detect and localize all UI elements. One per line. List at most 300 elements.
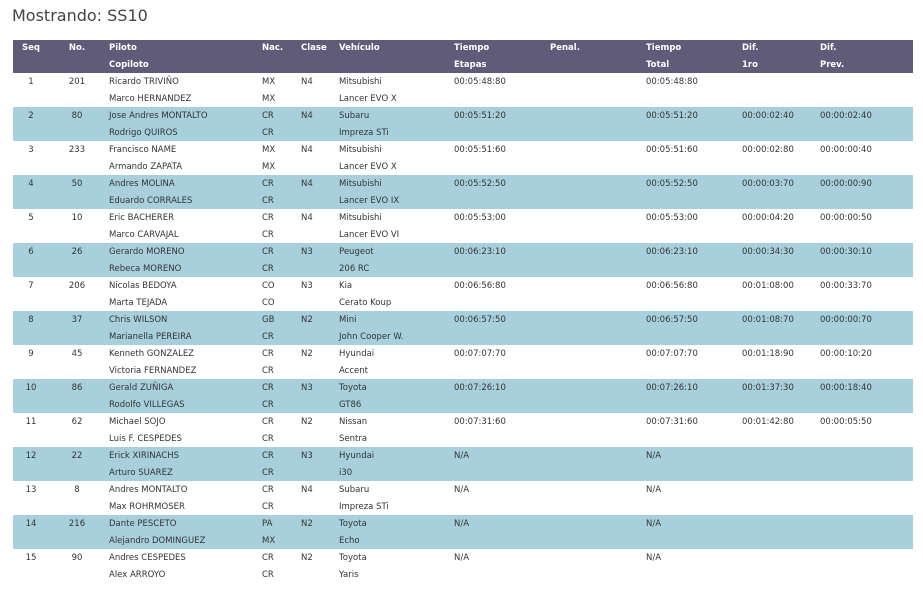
- cell-nac1: MX: [262, 76, 276, 87]
- cell-penal: [546, 345, 642, 362]
- cell-nac2: CR: [258, 124, 297, 141]
- cell-piloto: Nicolas BEDOYA: [109, 280, 177, 291]
- cell-empty: [546, 192, 642, 209]
- cell-empty: [297, 430, 335, 447]
- cell-penal: [546, 107, 642, 124]
- cell-dif1: 00:00:02:80: [742, 144, 794, 155]
- cell-difp: 00:00:10:20: [820, 348, 872, 359]
- cell-seq: 12: [13, 447, 49, 464]
- header-seq-line2: [13, 56, 49, 73]
- cell-nac2: MX: [262, 93, 276, 104]
- cell-seq: 13: [25, 484, 37, 495]
- cell-clase: N2: [301, 348, 313, 359]
- header-nac-line2: [258, 56, 297, 73]
- header-penal-line2: [546, 56, 642, 73]
- cell-empty: [738, 90, 816, 107]
- cell-piloto: Andres MONTALTO: [109, 484, 188, 495]
- cell-empty: [49, 532, 105, 549]
- cell-empty: [816, 226, 913, 243]
- header-dif-prev: Dif.: [820, 43, 837, 53]
- cell-nac2: CR: [258, 328, 297, 345]
- cell-piloto: Ricardo TRIVIÑO: [109, 76, 179, 87]
- cell-empty: [642, 192, 738, 209]
- cell-empty: [297, 396, 335, 413]
- cell-empty: [546, 396, 642, 413]
- cell-empty: [816, 396, 913, 413]
- cell-no: 90: [71, 552, 83, 563]
- cell-dif1: [738, 481, 816, 498]
- cell-nac1: CR: [262, 212, 274, 223]
- cell-nac1: GB: [258, 311, 297, 328]
- cell-nac2: CR: [258, 464, 297, 481]
- cell-copiloto: Eduardo CORRALES: [105, 192, 258, 209]
- cell-empty: [297, 464, 335, 481]
- table-row: [13, 107, 913, 124]
- table-row: [13, 447, 913, 464]
- cell-empty: [49, 498, 105, 515]
- cell-piloto: Kenneth GONZALEZ: [109, 348, 195, 359]
- table-row: [13, 328, 913, 345]
- cell-difp: 00:00:00:50: [820, 212, 872, 223]
- header-vehiculo-line2: [335, 56, 450, 73]
- cell-empty: [738, 362, 816, 379]
- cell-seq: 15: [25, 552, 37, 563]
- cell-marca: Mitsubishi: [339, 144, 382, 155]
- cell-total: N/A: [642, 515, 738, 532]
- cell-empty: [642, 158, 738, 175]
- cell-empty: [450, 260, 546, 277]
- cell-difp: 00:00:33:70: [820, 280, 872, 291]
- cell-seq: 1: [28, 76, 34, 87]
- cell-empty: [642, 566, 738, 583]
- cell-penal: [546, 311, 642, 328]
- cell-copiloto: Rebeca MORENO: [105, 260, 258, 277]
- cell-dif1: 00:01:42:80: [742, 416, 794, 427]
- cell-empty: [297, 498, 335, 515]
- cell-etapas: 00:05:51:20: [450, 107, 546, 124]
- cell-no: 86: [49, 379, 105, 396]
- cell-penal: [546, 481, 642, 498]
- cell-seq: 9: [28, 348, 34, 359]
- cell-modelo: Impreza STi: [335, 124, 450, 141]
- table-row: [13, 192, 913, 209]
- cell-total: 00:05:51:20: [642, 107, 738, 124]
- cell-piloto: Andres MOLINA: [105, 175, 258, 192]
- cell-empty: [297, 226, 335, 243]
- cell-dif1: 00:00:04:20: [742, 212, 794, 223]
- cell-etapas: N/A: [450, 515, 546, 532]
- cell-nac1: CR: [258, 243, 297, 260]
- cell-empty: [816, 464, 913, 481]
- cell-copiloto: Marco CARVAJAL: [109, 229, 179, 240]
- cell-empty: [49, 158, 105, 175]
- cell-copiloto: Alex ARROYO: [109, 569, 166, 580]
- cell-nac1: CR: [262, 552, 274, 563]
- table-row: [13, 73, 913, 90]
- cell-clase: N4: [301, 212, 313, 223]
- cell-empty: [49, 362, 105, 379]
- cell-total: 00:05:53:00: [646, 212, 698, 223]
- header-no-line2: [49, 56, 105, 73]
- cell-clase: N2: [297, 311, 335, 328]
- cell-empty: [816, 498, 913, 515]
- cell-difp: 00:00:05:50: [820, 416, 872, 427]
- cell-empty: [642, 464, 738, 481]
- cell-empty: [546, 532, 642, 549]
- cell-empty: [816, 294, 913, 311]
- cell-empty: [13, 226, 49, 243]
- cell-clase: N2: [301, 552, 313, 563]
- results-table: [13, 40, 913, 583]
- header-piloto: Piloto: [109, 43, 137, 53]
- cell-marca: Mini: [335, 311, 450, 328]
- cell-clase: N4: [301, 484, 313, 495]
- cell-empty: [642, 430, 738, 447]
- table-row: [13, 362, 913, 379]
- cell-modelo: Yaris: [339, 569, 359, 580]
- cell-empty: [13, 158, 49, 175]
- table-row: [13, 413, 913, 430]
- cell-total: 00:06:57:50: [642, 311, 738, 328]
- table-row: [13, 464, 913, 481]
- cell-empty: [13, 260, 49, 277]
- cell-clase: N2: [297, 515, 335, 532]
- cell-marca: Hyundai: [339, 348, 375, 359]
- cell-empty: [297, 192, 335, 209]
- cell-empty: [816, 362, 913, 379]
- cell-empty: [816, 158, 913, 175]
- cell-penal: [546, 209, 642, 226]
- cell-empty: [642, 362, 738, 379]
- cell-empty: [13, 566, 49, 583]
- cell-empty: [49, 566, 105, 583]
- cell-empty: [49, 124, 105, 141]
- cell-empty: [546, 226, 642, 243]
- cell-total: N/A: [646, 552, 662, 563]
- cell-empty: [297, 362, 335, 379]
- cell-total: N/A: [646, 484, 662, 495]
- cell-etapas: 00:06:23:10: [450, 243, 546, 260]
- cell-empty: [546, 328, 642, 345]
- header-nac: Nac.: [262, 43, 284, 53]
- cell-no: 233: [68, 144, 86, 155]
- header-vehiculo: Vehículo: [339, 43, 380, 53]
- table-row: [13, 124, 913, 141]
- cell-copiloto: Armando ZAPATA: [109, 161, 183, 172]
- cell-piloto: Andres CESPEDES: [109, 552, 186, 563]
- cell-empty: [450, 430, 546, 447]
- table-row: [13, 379, 913, 396]
- table-row: [13, 515, 913, 532]
- cell-empty: [546, 464, 642, 481]
- cell-dif1: 00:01:18:90: [742, 348, 794, 359]
- header-seq: Seq: [22, 43, 40, 53]
- cell-total: 00:05:51:60: [646, 144, 698, 155]
- cell-etapas: 00:07:26:10: [450, 379, 546, 396]
- cell-empty: [450, 464, 546, 481]
- cell-empty: [738, 124, 816, 141]
- cell-empty: [546, 430, 642, 447]
- cell-difp: 00:00:00:40: [820, 144, 872, 155]
- cell-empty: [297, 328, 335, 345]
- cell-marca: Toyota: [339, 552, 367, 563]
- cell-empty: [546, 90, 642, 107]
- cell-nac2: CR: [258, 396, 297, 413]
- cell-piloto: Gerardo MORENO: [105, 243, 258, 260]
- header-tiempo-etapas: Tiempo: [454, 43, 490, 53]
- cell-no: 50: [49, 175, 105, 192]
- cell-clase: N3: [297, 243, 335, 260]
- cell-nac1: CR: [262, 348, 274, 359]
- cell-piloto: Erick XIRINACHS: [105, 447, 258, 464]
- cell-empty: [450, 294, 546, 311]
- cell-modelo: Sentra: [339, 433, 368, 444]
- cell-seq: 2: [13, 107, 49, 124]
- cell-no: 80: [49, 107, 105, 124]
- cell-copiloto: Victoria FERNANDEZ: [109, 365, 197, 376]
- cell-dif1: [738, 549, 816, 566]
- cell-copiloto: Marta TEJADA: [109, 297, 168, 308]
- cell-etapas: 00:05:51:60: [454, 144, 506, 155]
- cell-total: 00:06:56:80: [646, 280, 698, 291]
- cell-nac2: CR: [258, 192, 297, 209]
- cell-empty: [450, 90, 546, 107]
- table-row: [13, 430, 913, 447]
- table-row: [13, 158, 913, 175]
- cell-empty: [13, 294, 49, 311]
- cell-empty: [49, 226, 105, 243]
- cell-marca: Hyundai: [335, 447, 450, 464]
- cell-empty: [546, 362, 642, 379]
- cell-nac2: CR: [262, 569, 274, 580]
- cell-empty: [297, 124, 335, 141]
- cell-nac2: CR: [262, 501, 274, 512]
- cell-penal: [546, 243, 642, 260]
- cell-empty: [816, 566, 913, 583]
- table-row: [13, 90, 913, 107]
- header-no: No.: [68, 43, 86, 53]
- cell-penal: [546, 413, 642, 430]
- cell-seq: 6: [13, 243, 49, 260]
- cell-difp: [816, 73, 913, 90]
- cell-empty: [13, 430, 49, 447]
- cell-total: 00:05:52:50: [642, 175, 738, 192]
- header-dif-prev-line2: Prev.: [820, 59, 845, 70]
- table-row: [13, 209, 913, 226]
- cell-nac2: CR: [262, 229, 274, 240]
- cell-nac1: PA: [258, 515, 297, 532]
- cell-modelo: Echo: [335, 532, 450, 549]
- cell-empty: [816, 430, 913, 447]
- cell-empty: [49, 328, 105, 345]
- cell-empty: [738, 260, 816, 277]
- header-dif-1ro-line2: 1ro: [742, 59, 758, 70]
- header-piloto-line2: Copiloto: [109, 59, 149, 70]
- cell-copiloto: Alejandro DOMINGUEZ: [105, 532, 258, 549]
- cell-empty: [816, 124, 913, 141]
- cell-clase: N4: [297, 107, 335, 124]
- cell-etapas: 00:05:48:80: [454, 76, 506, 87]
- cell-dif1: 00:00:02:40: [738, 107, 816, 124]
- cell-empty: [546, 294, 642, 311]
- cell-no: 37: [49, 311, 105, 328]
- cell-no: 62: [71, 416, 83, 427]
- cell-empty: [13, 328, 49, 345]
- cell-empty: [49, 396, 105, 413]
- cell-copiloto: Rodolfo VILLEGAS: [105, 396, 258, 413]
- cell-empty: [450, 192, 546, 209]
- cell-marca: Kia: [339, 280, 353, 291]
- cell-nac1: CO: [262, 280, 275, 291]
- cell-empty: [738, 464, 816, 481]
- table-row: [13, 498, 913, 515]
- cell-marca: Nissan: [339, 416, 368, 427]
- cell-empty: [49, 260, 105, 277]
- cell-dif1: 00:01:08:70: [738, 311, 816, 328]
- cell-etapas: 00:05:52:50: [450, 175, 546, 192]
- cell-no: 22: [49, 447, 105, 464]
- cell-empty: [450, 158, 546, 175]
- cell-nac2: CR: [262, 433, 274, 444]
- cell-clase: N4: [301, 76, 313, 87]
- cell-nac2: CR: [258, 260, 297, 277]
- cell-difp: 00:00:30:10: [816, 243, 913, 260]
- cell-empty: [297, 260, 335, 277]
- cell-modelo: Lancer EVO VI: [339, 229, 400, 240]
- cell-nac1: CR: [262, 416, 274, 427]
- cell-empty: [450, 532, 546, 549]
- cell-empty: [450, 226, 546, 243]
- table-row: [13, 566, 913, 583]
- cell-total: 00:07:31:60: [646, 416, 698, 427]
- cell-empty: [297, 158, 335, 175]
- cell-no: 8: [74, 484, 80, 495]
- cell-clase: N4: [297, 175, 335, 192]
- cell-clase: N4: [301, 144, 313, 155]
- cell-etapas: 00:07:31:60: [454, 416, 506, 427]
- cell-empty: [738, 158, 816, 175]
- table-row: [13, 243, 913, 260]
- cell-total: 00:07:26:10: [642, 379, 738, 396]
- cell-modelo: Lancer EVO X: [339, 93, 397, 104]
- table-row: [13, 345, 913, 362]
- cell-marca: Toyota: [335, 379, 450, 396]
- cell-seq: 11: [25, 416, 37, 427]
- cell-seq: 8: [13, 311, 49, 328]
- cell-nac1: CR: [258, 379, 297, 396]
- cell-empty: [450, 396, 546, 413]
- cell-etapas: 00:07:07:70: [454, 348, 506, 359]
- cell-difp: [816, 515, 913, 532]
- header-clase: Clase: [301, 43, 327, 53]
- table-row: [13, 260, 913, 277]
- cell-empty: [642, 226, 738, 243]
- cell-marca: Mitsubishi: [339, 212, 382, 223]
- cell-empty: [13, 396, 49, 413]
- cell-no: 26: [49, 243, 105, 260]
- table-body: [13, 73, 913, 583]
- cell-empty: [642, 532, 738, 549]
- cell-empty: [450, 328, 546, 345]
- cell-empty: [816, 192, 913, 209]
- cell-piloto: Dante PESCETO: [105, 515, 258, 532]
- table-row: [13, 141, 913, 158]
- cell-empty: [642, 328, 738, 345]
- cell-modelo: Impreza STi: [339, 501, 389, 512]
- table-row: [13, 396, 913, 413]
- cell-copiloto: Max ROHRMOSER: [109, 501, 185, 512]
- cell-empty: [13, 464, 49, 481]
- header-dif-1ro: Dif.: [742, 43, 759, 53]
- cell-empty: [642, 498, 738, 515]
- cell-empty: [297, 532, 335, 549]
- cell-marca: Subaru: [335, 107, 450, 124]
- cell-piloto: Francisco NAME: [109, 144, 177, 155]
- cell-marca: Subaru: [339, 484, 370, 495]
- cell-empty: [546, 498, 642, 515]
- cell-empty: [642, 294, 738, 311]
- cell-empty: [13, 124, 49, 141]
- cell-penal: [546, 175, 642, 192]
- cell-dif1: [738, 73, 816, 90]
- cell-copiloto: Marianella PEREIRA: [105, 328, 258, 345]
- cell-empty: [450, 124, 546, 141]
- table-row: [13, 175, 913, 192]
- cell-empty: [738, 396, 816, 413]
- cell-difp: 00:00:02:40: [816, 107, 913, 124]
- cell-copiloto: Rodrigo QUIROS: [105, 124, 258, 141]
- page-title: Mostrando: SS10: [12, 6, 148, 25]
- cell-dif1: 00:01:37:30: [738, 379, 816, 396]
- cell-seq: 5: [28, 212, 34, 223]
- cell-copiloto: Marco HERNANDEZ: [109, 93, 192, 104]
- cell-dif1: 00:00:03:70: [738, 175, 816, 192]
- cell-empty: [49, 430, 105, 447]
- cell-modelo: Accent: [339, 365, 368, 376]
- cell-empty: [738, 192, 816, 209]
- table-row: [13, 294, 913, 311]
- table-row: [13, 481, 913, 498]
- cell-empty: [297, 566, 335, 583]
- table-row: [13, 311, 913, 328]
- cell-empty: [738, 294, 816, 311]
- cell-modelo: Cerato Koup: [339, 297, 392, 308]
- cell-empty: [49, 192, 105, 209]
- cell-piloto: Eric BACHERER: [109, 212, 174, 223]
- cell-nac1: MX: [262, 144, 276, 155]
- cell-empty: [642, 124, 738, 141]
- cell-empty: [738, 226, 816, 243]
- cell-seq: 14: [13, 515, 49, 532]
- cell-copiloto: Arturo SUAREZ: [105, 464, 258, 481]
- cell-modelo: John Cooper W.: [335, 328, 450, 345]
- cell-nac2: MX: [262, 161, 276, 172]
- cell-empty: [450, 498, 546, 515]
- cell-penal: [546, 447, 642, 464]
- cell-clase: N2: [301, 416, 313, 427]
- cell-dif1: [738, 447, 816, 464]
- cell-piloto: Chris WILSON: [105, 311, 258, 328]
- cell-empty: [546, 566, 642, 583]
- cell-empty: [49, 464, 105, 481]
- cell-empty: [450, 566, 546, 583]
- cell-empty: [816, 90, 913, 107]
- cell-empty: [13, 90, 49, 107]
- header-penal: Penal.: [550, 43, 580, 53]
- cell-penal: [546, 73, 642, 90]
- cell-etapas: 00:05:53:00: [454, 212, 506, 223]
- header-tiempo-total: Tiempo: [646, 43, 682, 53]
